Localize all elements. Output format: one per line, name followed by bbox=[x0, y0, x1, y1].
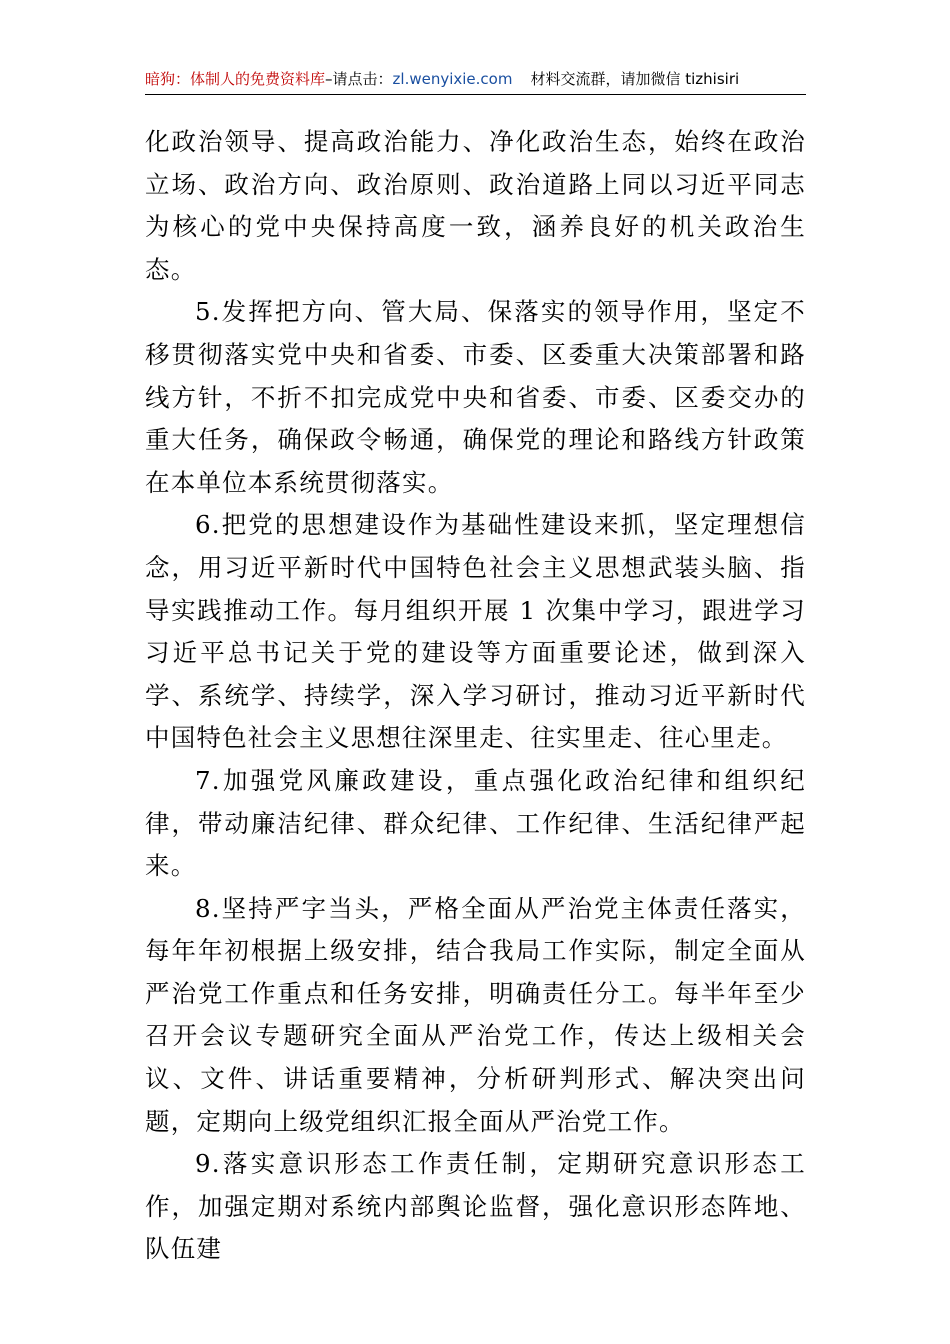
paragraph-continued: 化政治领导、提高政治能力、净化政治生态，始终在政治立场、政治方向、政治原则、政治道路上同以习近平同志为核心的党中央保持高度一致，涵养良好的机关政治生态。 bbox=[145, 127, 806, 284]
paragraph-item-6: 6.把党的思想建设作为基础性建设来抓，坚定理想信念，用习近平新时代中国特色社会主义思想武装头脑、指导实践推动工作。每月组织开展 1 次集中学习，跟进学习习近平总书记关于党的建设等方面重要论述，做到深入学、系统学、持续学，深入学习研讨，推动习近平新时代中国特色社会主义思想往深里走、往实里走、往心里走。 bbox=[145, 510, 806, 753]
header-brand: 暗狗：体制人的免费资料库 bbox=[145, 70, 326, 88]
page-header bbox=[145, 68, 806, 95]
header-link[interactable]: zl.wenyixie.com bbox=[392, 70, 513, 88]
header-contact: 材料交流群，请加微信 tizhisiri bbox=[530, 70, 740, 88]
document-body bbox=[145, 121, 806, 1271]
paragraph-item-8: 8.坚持严字当头，严格全面从严治党主体责任落实，每年年初根据上级安排，结合我局工作实际，制定全面从严治党工作重点和任务安排，明确责任分工。每半年至少召开会议专题研究全面从严治党工作，传达上级相关会议、文件、讲话重要精神，分析研判形式、解决突出问题，定期向上级党组织汇报全面从严治党工作。 bbox=[145, 893, 806, 1136]
paragraph-item-7: 7.加强党风廉政建设，重点强化政治纪律和组织纪律，带动廉洁纪律、群众纪律、工作纪律、生活纪律严起来。 bbox=[145, 765, 806, 881]
paragraph-item-5: 5.发挥把方向、管大局、保落实的领导作用，坚定不移贯彻落实党中央和省委、市委、区委重大决策部署和路线方针，不折不扣完成党中央和省委、市委、区委交办的重大任务，确保政令畅通，确保党的理论和路线方针政策在本单位本系统贯彻落实。 bbox=[145, 297, 806, 497]
paragraph-item-9: 9.落实意识形态工作责任制，定期研究意识形态工作，加强定期对系统内部舆论监督，强化意识形态阵地、队伍建 bbox=[145, 1149, 806, 1264]
header-prompt: –请点击： bbox=[325, 70, 393, 88]
